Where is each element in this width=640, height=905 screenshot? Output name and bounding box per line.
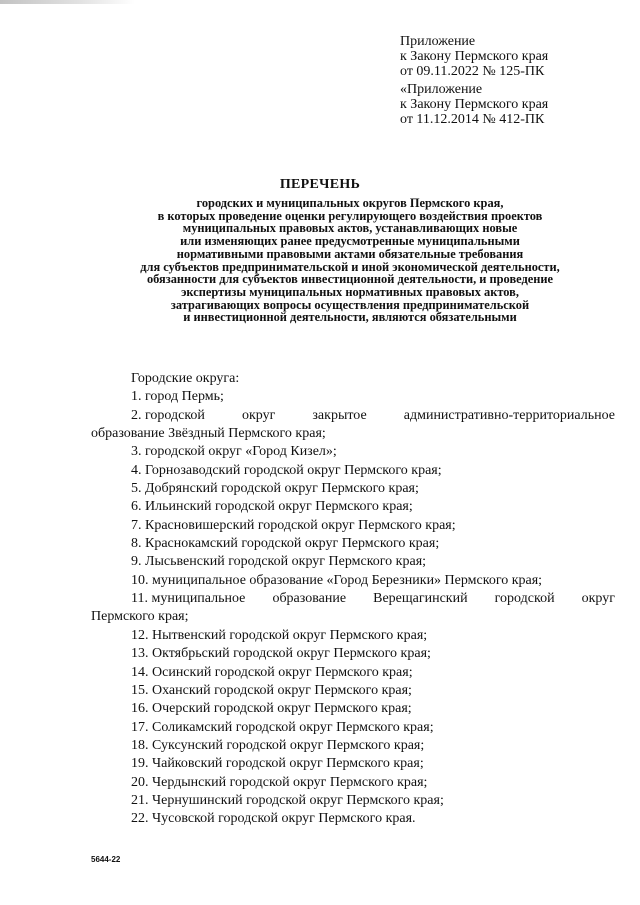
list-item: 6. Ильинский городской округ Пермского края; [131,499,413,515]
list-item [91,590,615,608]
list-item: 22. Чусовской городской округ Пермского края. [131,811,416,827]
word: округ [581,591,615,607]
subtitle-line: городских и муниципальных округов Пермского края, [196,196,504,210]
word: 2. городской [131,407,205,423]
subtitle-line: и инвестиционной деятельности, являются обязательными [183,310,517,325]
list-item: 18. Суксунский городской округ Пермского края; [131,737,425,753]
annex-reference-original [400,82,620,127]
list-item: 7. Красновишерский городской округ Пермского края; [131,517,456,533]
list-item-continuation: образование Звёздный Пермского края; [91,426,326,442]
list-item: 10. муниципальное образование «Город Березники» Пермского края; [131,572,543,588]
list-item: 4. Горнозаводский городской округ Пермского края; [131,462,442,478]
word: 11. муниципальное [131,591,246,607]
subtitle-line: или изменяющих ранее предусмотренные муниципальными [180,234,520,249]
annex-line: Приложение [400,34,476,49]
annex-line: от 09.11.2022 № 125-ПК [400,64,545,79]
list-item: 19. Чайковский городской округ Пермского края; [131,756,424,772]
subtitle-line: муниципальных правовых актов, устанавливающих новые [182,221,518,236]
subtitle-line: экспертизы муниципальных нормативных правовых актов, [181,284,519,299]
annex-reference-current [400,34,620,79]
list-item: 8. Краснокамский городской округ Пермского края; [131,536,440,552]
list-item: 3. городской округ «Город Кизел»; [131,444,337,460]
word: городской [494,591,555,607]
list-heading: Городские округа: [131,371,240,386]
scan-edge-mark [0,0,135,4]
subtitle-line: для субъектов предпринимательской и иной экономической деятельности, [140,259,560,274]
document-code: 5644-22 [91,855,121,864]
list-item-continuation: Пермского края; [91,609,189,625]
list-item: 15. Оханский городской округ Пермского края; [131,682,412,698]
districts-list [91,370,615,829]
list-item: 21. Чернушинский городской округ Пермского края; [131,792,444,808]
list-item: 16. Очерский городской округ Пермского края; [131,701,412,717]
word: округ [241,407,276,423]
list-item: 5. Добрянский городской округ Пермского края; [131,481,419,497]
list-item: 1. город Пермь; [131,389,224,405]
word: Верещагинский [373,591,468,607]
subtitle-line: затрагивающих вопросы осуществления предпринимательской [170,297,530,312]
word: административно-территориальное [403,407,615,423]
annex-line: «Приложение [400,82,483,97]
list-item [91,407,615,425]
list-item: 20. Чердынский городской округ Пермского края; [131,774,428,790]
document-subtitle [60,197,640,324]
word: закрытое [312,407,367,423]
subtitle-line: обязанности для субъектов инвестиционной деятельности, и проведение [146,272,554,287]
subtitle-line: нормативными правовыми актами обязательные требования [176,246,524,261]
subtitle-line: в которых проведение оценки регулирующего воздействия проектов [157,208,543,223]
annex-line: к Закону Пермского края [400,49,549,64]
list-item: 12. Нытвенский городской округ Пермского края; [131,627,428,643]
list-item: 13. Октябрьский городской округ Пермского края; [131,646,431,662]
document-title: ПЕРЕЧЕНЬ [279,177,361,192]
word: образование [272,591,347,607]
list-item: 17. Соликамский городской округ Пермского края; [131,719,434,735]
list-item: 9. Лысьвенский городской округ Пермского края; [131,554,427,570]
list-item: 14. Осинский городской округ Пермского края; [131,664,413,680]
annex-line: к Закону Пермского края [400,97,549,112]
annex-line: от 11.12.2014 № 412-ПК [400,112,545,127]
